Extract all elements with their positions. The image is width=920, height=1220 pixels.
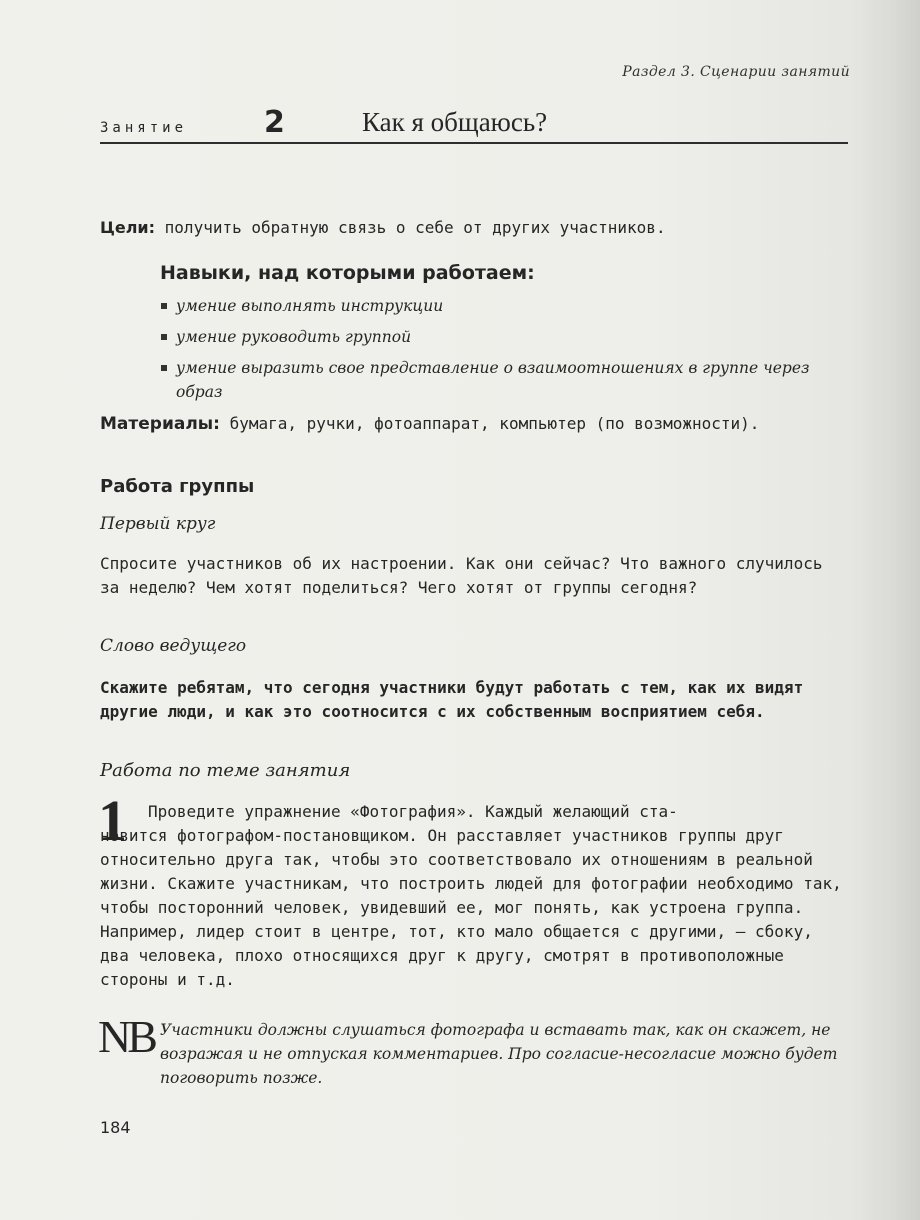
page-number: 184: [100, 1118, 131, 1137]
page-edge-shadow: [862, 0, 920, 1220]
goals-paragraph: [100, 218, 848, 237]
skills-list: [160, 294, 850, 411]
lesson-header: [100, 106, 848, 144]
topic-work-heading: Работа по теме занятия: [100, 760, 351, 781]
nb-mark: NB: [98, 1011, 154, 1062]
skill-item: умение руководить группой: [160, 325, 850, 349]
materials-text: бумага, ручки, фотоаппарат, компьютер (по возможности).: [219, 414, 760, 433]
lesson-word: Занятие: [100, 120, 188, 136]
nb-text: Участники должны слушаться фотографа и вставать так, как он скажет, не возражая и не отпуская комментариев. Про согласие-несогласие можно будет поговорить позже.: [160, 1021, 838, 1087]
skill-item: умение выразить свое представление о взаимоотношениях в группе через образ: [160, 356, 850, 404]
materials-paragraph: [100, 412, 848, 436]
materials-label: Материалы:: [100, 414, 220, 434]
goals-label: Цели:: [100, 218, 156, 237]
lesson-number: 2: [264, 105, 285, 140]
first-circle-heading: Первый круг: [100, 514, 216, 534]
running-head: Раздел 3. Сценарии занятий: [622, 64, 850, 80]
exercise-text-first-line: Проведите упражнение «Фотография». Каждый желающий ста-: [148, 802, 678, 821]
exercise-number: 1: [98, 788, 127, 853]
leader-word-heading: Слово ведущего: [100, 636, 247, 656]
skill-item: умение выполнять инструкции: [160, 294, 850, 318]
exercise-text: новится фотографом-постановщиком. Он расставляет участников группы друг относительно друга так, чтобы это соответствовало их отношениям в реальной жизни. Скажите участникам, что построить людей для фотографии необходимо так, чтобы посторонний человек, увидевший ее, мог понять, как устроена группа. Например, лидер стоит в центре, тот, кто мало общается с другими, — сбоку, два человека, плохо относящихся друг к другу, смотрят в противоположные стороны и т.д.: [100, 826, 842, 989]
leader-word-text: Скажите ребятам, что сегодня участники будут работать с тем, как их видят другие люди, и как это соотносится с их собственным восприятием себя.: [100, 678, 804, 721]
skills-heading: Навыки, над которыми работаем:: [160, 262, 535, 284]
group-work-heading: Работа группы: [100, 476, 255, 497]
lesson-title: Как я общаюсь?: [362, 107, 548, 137]
first-circle-text: Спросите участников об их настроении. Как они сейчас? Что важного случилось за неделю? Чем хотят поделиться? Чего хотят от группы сегодня?: [100, 554, 823, 597]
goals-text: получить обратную связь о себе от других участников.: [155, 218, 666, 237]
